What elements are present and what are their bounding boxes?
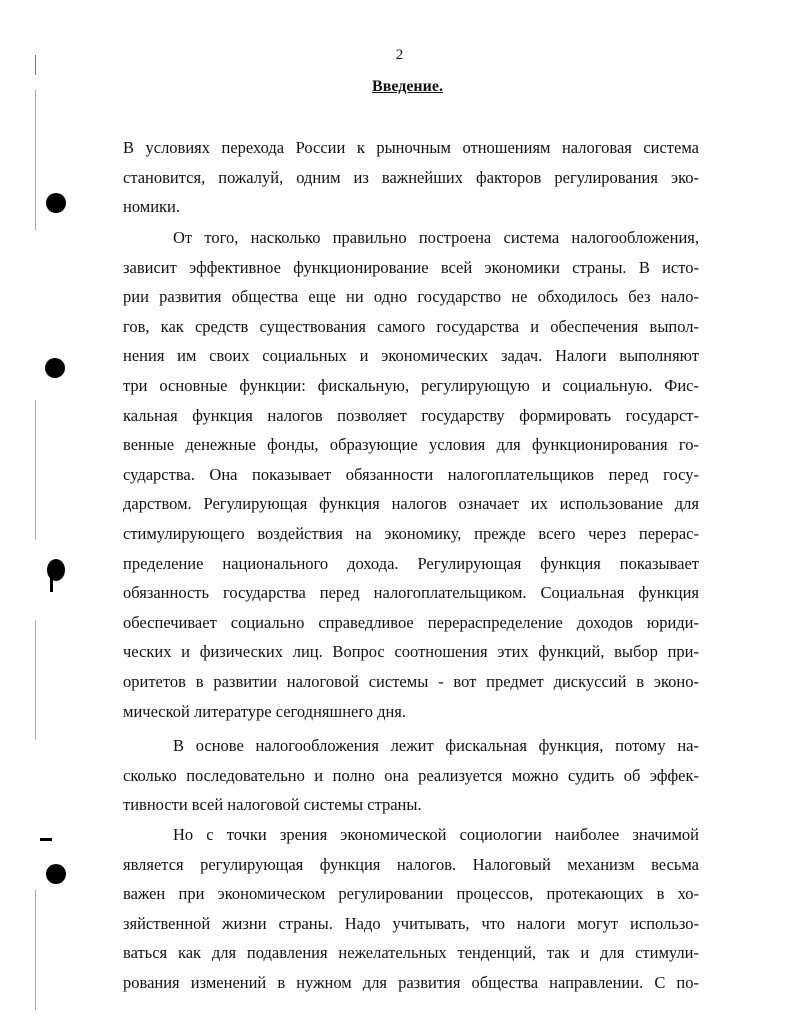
scan-edge-line: [35, 620, 36, 740]
scan-edge-line: [35, 90, 36, 230]
text-line: кальная функция налогов позволяет государству формировать государст-: [123, 405, 699, 425]
text-line: зависит эффективное функционирование всей экономики страны. В исто-: [123, 257, 699, 277]
scan-edge-line: [35, 890, 36, 1010]
text-line: гов, как средств существования самого государства и обеспечения выпол-: [123, 316, 699, 336]
text-line: является регулирующая функция налогов. Налоговый механизм весьма: [123, 854, 699, 874]
scan-mark: [40, 838, 52, 841]
text-line: стимулирующего воздействия на экономику, прежде всего через перерас-: [123, 523, 699, 543]
paragraph-1: [123, 133, 699, 222]
text-line: сударства. Она показывает обязанности налогоплательщиков перед госу-: [123, 464, 699, 484]
section-heading: Введение.: [372, 78, 443, 95]
text-line: обеспечивает социально справедливое перераспределение доходов юриди-: [123, 612, 699, 632]
text-line: тивности всей налоговой системы страны.: [123, 795, 422, 815]
paragraph-4: [123, 820, 699, 998]
paragraph-2: [123, 223, 699, 726]
text-line: В условиях перехода России к рыночным отношениям налоговая система: [123, 138, 699, 157]
text-line: ческих и физических лиц. Вопрос соотношения этих функций, выбор при-: [123, 642, 699, 662]
punch-hole: [46, 193, 66, 213]
text-line: оритетов в развитии налоговой системы - вот предмет дискуссий в эконо-: [123, 671, 699, 691]
text-line: номики.: [123, 197, 181, 217]
text-line: сколько последовательно и полно она реализуется можно судить об эффек-: [123, 765, 699, 785]
text-line: зяйственной жизни страны. Надо учитывать, что налоги могут использо-: [123, 913, 699, 933]
text-line: становится, пожалуй, одним из важнейших факторов регулирования эко-: [123, 167, 699, 187]
punch-hole: [45, 358, 65, 378]
paragraph-3: [123, 731, 699, 820]
text-line: венные денежные фонды, образующие условия для функционирования го-: [123, 435, 699, 455]
text-line: важен при экономическом регулировании процессов, протекающих в хо-: [123, 884, 699, 904]
page-number: 2: [395, 47, 404, 63]
text-line: рии развития общества еще ни одно государство не обходилось без нало-: [123, 287, 699, 307]
text-line: рования изменений в нужном для развития общества направлении. С по-: [123, 972, 699, 992]
text-line: три основные функции: фискальную, регулирующую и социальную. Фис-: [123, 375, 699, 395]
text-line: Но с точки зрения экономической социологии наиболее значимой: [173, 825, 699, 844]
text-line: ваться как для подавления нежелательных тенденций, так и для стимули-: [123, 943, 699, 963]
text-line: обязанность государства перед налогоплательщиком. Социальная функция: [123, 583, 699, 603]
scan-edge-line: [35, 400, 36, 540]
text-line: В основе налогообложения лежит фискальная функция, потому на-: [173, 736, 699, 755]
text-line: нения им своих социальных и экономических задач. Налоги выполняют: [123, 346, 699, 366]
text-line: От того, насколько правильно построена система налогообложения,: [173, 228, 699, 247]
punch-hole: [46, 864, 66, 884]
text-line: пределение национального дохода. Регулирующая функция показывает: [123, 553, 699, 573]
text-line: дарством. Регулирующая функция налогов означает их использование для: [123, 494, 699, 514]
scan-mark: [50, 578, 53, 592]
text-line: мической литературе сегодняшнего дня.: [123, 701, 407, 721]
